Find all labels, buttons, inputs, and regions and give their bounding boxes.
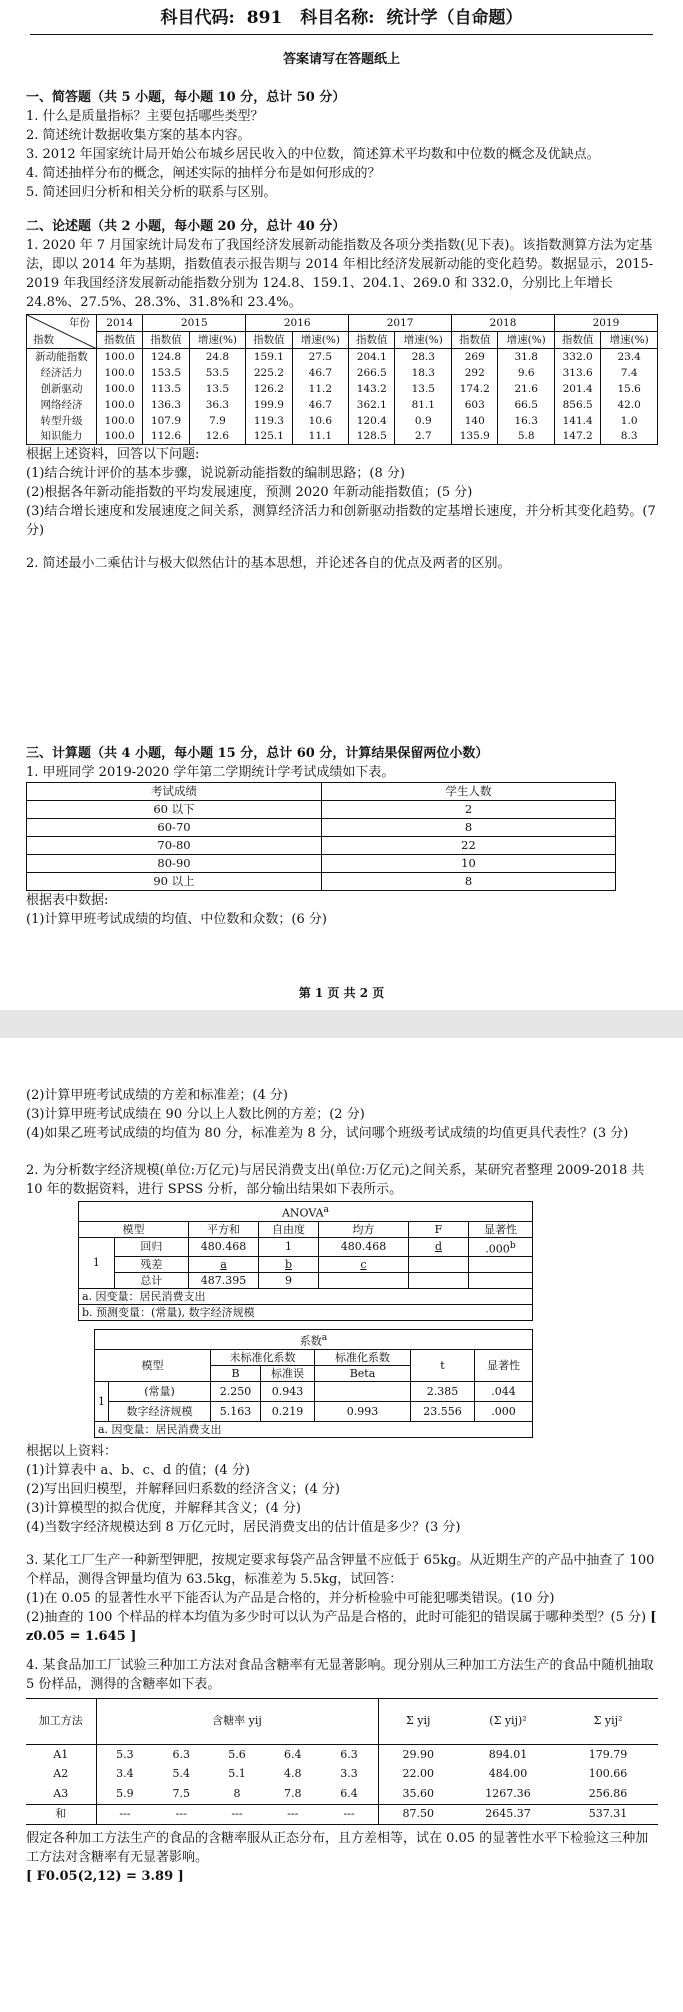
coef-cell: 数字经济规模 <box>109 1401 211 1421</box>
sugar-cell: 6.4 <box>321 1784 378 1804</box>
anova-blank-d: d <box>409 1237 469 1257</box>
sugar-cell: 29.90 <box>402 1747 434 1761</box>
sub-header-index: 指数值 <box>452 332 498 349</box>
sugar-row <box>26 1784 658 1804</box>
student-count: 8 <box>322 819 616 837</box>
sugar-cell: 8 <box>233 1787 241 1801</box>
sugar-row <box>26 1744 658 1764</box>
index-cell: 113.5 <box>143 381 189 397</box>
corner-year-label: 年份 <box>69 317 90 329</box>
question-text: 3. 某化工厂生产一种新型钾肥，按规定要求每袋产品含钾量不应低于 65kg。从近期生产的产品中抽查了 100 个样品，测得含钾量均值为 63.5kg，标准差为 5.5kg，试回答： <box>26 1552 655 1587</box>
year-header: 2017 <box>349 315 452 332</box>
sugar-cell: 894.01 <box>488 1747 528 1761</box>
count-header: 学生人数 <box>322 783 616 801</box>
index-table-body <box>27 349 658 445</box>
sugar-cell: --- <box>119 1807 131 1821</box>
anova-header: 自由度 <box>259 1221 319 1237</box>
index-cell: 174.2 <box>452 381 498 397</box>
followup: (1)计算甲班考试成绩的均值、中位数和众数；(6 分) <box>26 912 327 927</box>
index-row <box>27 365 658 381</box>
sugar-cell: 179.79 <box>588 1747 628 1761</box>
index-cell: 124.8 <box>143 349 189 365</box>
anova-cell: 487.395 <box>189 1273 259 1289</box>
index-cell: 36.3 <box>189 397 246 413</box>
followup: (2)根据各年新动能指数的平均发展速度，预测 2020 年新动能指数值；(5 分) <box>26 485 473 500</box>
coef-cell <box>315 1381 411 1401</box>
section-calculation <box>26 742 658 929</box>
sugar-row <box>26 1804 658 1824</box>
followup: 假定各种加工方法生产的食品的含糖率服从正态分布，且方差相等，试在 0.05 的显著性水平下检验这三种加工方法对含糖率有无显著影响。 <box>26 1830 649 1865</box>
sub-header-growth: 增速(%) <box>292 332 349 349</box>
score-range: 60-70 <box>27 819 322 837</box>
z-critical: [ z0.05 = 1.645 ] <box>26 1609 657 1644</box>
index-row-name: 创新驱动 <box>27 381 97 397</box>
anova-cell: 总计 <box>114 1273 188 1289</box>
sugar-table-body <box>26 1744 658 1824</box>
index-cell: 27.5 <box>292 349 349 365</box>
anova-blank-c: c <box>319 1257 409 1273</box>
index-cell: 204.1 <box>349 349 395 365</box>
index-cell: 126.2 <box>246 381 292 397</box>
anova-table <box>78 1201 533 1321</box>
anova-header: 平方和 <box>189 1221 259 1237</box>
index-row-name: 转型升级 <box>27 413 97 429</box>
index-cell: 10.6 <box>292 413 349 429</box>
sugar-header: 加工方法 <box>26 1698 96 1744</box>
anova-cell: 480.468 <box>319 1237 409 1257</box>
question-text: 1. 2020 年 7 月国家统计局发布了我国经济发展新动能指数及各项分类指数(见下表)。该指数测算方法为定基法，即以 2014 年为基期，指数值表示报告期与 2014 年相比经济发展新动能的变化趋势。数据显示，2015-2019 年我国经济发展新动能指数分别为 124.8、159.1、204.1、269.0 和 332.0，分别比上年增长 24.8%、27.5%、28.3%、31.8%和 23.4%。 <box>26 238 654 310</box>
index-cell: 112.6 <box>143 429 189 445</box>
new-momentum-index-table <box>26 314 658 445</box>
sugar-cell: 5.3 <box>116 1747 134 1761</box>
sugar-cell: 22.00 <box>402 1767 434 1781</box>
anova-cell: 1 <box>259 1237 319 1257</box>
sub-header-growth: 增速(%) <box>189 332 246 349</box>
sub-header-growth: 增速(%) <box>498 332 555 349</box>
index-cell: 141.4 <box>555 413 601 429</box>
score-table <box>26 782 616 891</box>
index-row-name: 经济活力 <box>27 365 97 381</box>
exam-page-2 <box>0 1038 683 2012</box>
page-footer: 第 1 页 共 2 页 <box>298 986 385 1000</box>
sugar-cell: 484.00 <box>488 1767 528 1781</box>
question-item: 5. 简述回归分析和相关分析的联系与区别。 <box>26 185 277 200</box>
index-cell: 9.6 <box>498 365 555 381</box>
question-text: 4. 某食品加工厂试验三种加工方法对食品含糖率有无显著影响。现分别从三种加工方法生产的食品中随机抽取 5 份样品，测得的含糖率如下表。 <box>26 1657 654 1692</box>
index-cell: 28.3 <box>395 349 452 365</box>
anova-cell: 9 <box>259 1273 319 1289</box>
index-cell: 292 <box>452 365 498 381</box>
question-text: 1. 甲班同学 2019-2020 学年第二学期统计学考试成绩如下表。 <box>26 765 395 780</box>
question-item: 1. 什么是质量指标？主要包括哪些类型？ <box>26 109 264 124</box>
followup: (1)在 0.05 的显著性水平下能否认为产品是合格的，并分析检验中可能犯哪类错误。(10 分) <box>26 1590 555 1606</box>
sub-header-index: 指数值 <box>246 332 292 349</box>
coef-cell: .000 <box>475 1401 533 1421</box>
sugar-cell: --- <box>321 1804 378 1824</box>
index-cell: 2.7 <box>395 429 452 445</box>
sugar-cell: --- <box>231 1807 243 1821</box>
score-row <box>27 819 616 837</box>
index-cell: 153.5 <box>143 365 189 381</box>
subject-code: 891 <box>246 8 283 28</box>
anova-header: F <box>409 1221 469 1237</box>
sub-header-index: 指数值 <box>349 332 395 349</box>
coef-cell: (常量) <box>109 1381 211 1401</box>
score-row <box>27 801 616 819</box>
sugar-cell: 2645.37 <box>485 1807 531 1821</box>
anova-title: ANOVA$^a$ <box>79 1202 533 1222</box>
anova-blank-a: a <box>189 1257 259 1273</box>
anova-note: a. 因变量：居民消费支出 <box>79 1289 533 1305</box>
sugar-cell: 6.3 <box>321 1744 378 1764</box>
followup: (1)计算表中 a、b、c、d 的值；(4 分) <box>26 1462 250 1478</box>
index-cell: 31.8 <box>498 349 555 365</box>
index-cell: 143.2 <box>349 381 395 397</box>
index-cell: 81.1 <box>395 397 452 413</box>
index-row-name: 知识能力 <box>27 429 97 445</box>
score-row <box>27 837 616 855</box>
index-cell: 107.9 <box>143 413 189 429</box>
followup: (3)计算模型的拟合优度，并解释其含义；(4 分) <box>26 1500 301 1516</box>
coef-cell: .044 <box>475 1381 533 1401</box>
coef-model-no: 1 <box>95 1381 109 1421</box>
coef-header: 显著性 <box>475 1349 533 1381</box>
index-cell: 140 <box>452 413 498 429</box>
page-gap <box>0 1010 683 1038</box>
sugar-header: 含糖率 yij <box>96 1698 378 1744</box>
student-count: 10 <box>322 855 616 873</box>
score-table-body <box>27 801 616 891</box>
coef-header: 未标准化系数 <box>211 1349 315 1365</box>
index-cell: 100.0 <box>97 397 143 413</box>
sugar-cell: A3 <box>26 1784 96 1804</box>
index-cell: 199.9 <box>246 397 292 413</box>
followup: (1)结合统计评价的基本步骤，说说新动能指数的编制思路；(8 分) <box>26 466 405 481</box>
sugar-header: (Σ yij)² <box>489 1714 527 1728</box>
index-cell: 1.0 <box>601 413 658 429</box>
index-cell: 269 <box>452 349 498 365</box>
index-cell: 46.7 <box>292 365 349 381</box>
student-count: 2 <box>322 801 616 819</box>
sugar-cell: --- <box>287 1807 299 1821</box>
coef-header: B <box>211 1365 261 1381</box>
index-cell: 7.9 <box>189 413 246 429</box>
index-cell: 66.5 <box>498 397 555 413</box>
sugar-cell: 35.60 <box>402 1787 434 1801</box>
coef-cell: 23.556 <box>411 1401 475 1421</box>
index-cell: 46.7 <box>292 397 349 413</box>
index-cell: 18.3 <box>395 365 452 381</box>
sugar-cell: 3.4 <box>116 1767 134 1781</box>
coef-header: Beta <box>315 1365 411 1381</box>
anova-cell: 回归 <box>114 1237 188 1257</box>
index-cell: 332.0 <box>555 349 601 365</box>
followup: (4)当数字经济规模达到 8 万亿元时，居民消费支出的估计值是多少？(3 分) <box>26 1519 461 1535</box>
score-range: 60 以下 <box>27 801 322 819</box>
coef-title: 系数$^a$ <box>95 1330 533 1350</box>
year-header: 2018 <box>452 315 555 332</box>
index-cell: 13.5 <box>395 381 452 397</box>
table-corner <box>27 315 97 349</box>
sugar-cell: 5.9 <box>116 1787 134 1801</box>
question-text: 2. 为分析数字经济规模(单位:万亿元)与居民消费支出(单位:万亿元)之间关系，某研究者整理 2009-2018 共 10 年的数据资料，进行 SPSS 分析，部分输出结果如下表所示。 <box>26 1163 645 1197</box>
sugar-cell: 6.4 <box>283 1747 302 1761</box>
score-row <box>27 855 616 873</box>
sugar-cell: 256.86 <box>588 1787 628 1801</box>
index-cell: 11.2 <box>292 381 349 397</box>
anova-cell <box>469 1257 533 1273</box>
sub-header-growth: 增速(%) <box>395 332 452 349</box>
index-cell: 313.6 <box>555 365 601 381</box>
index-cell: 53.5 <box>189 365 246 381</box>
sugar-header: Σ yij <box>406 1714 431 1728</box>
index-cell: 120.4 <box>349 413 395 429</box>
subject-code-label: 科目代码: <box>160 8 235 28</box>
index-cell: 21.6 <box>498 381 555 397</box>
index-cell: 266.5 <box>349 365 395 381</box>
index-cell: 128.5 <box>349 429 395 445</box>
sugar-cell: 5.4 <box>172 1767 190 1781</box>
sugar-cell: 1267.36 <box>485 1787 531 1801</box>
section-title: 三、计算题（共 4 小题，每小题 15 分，总计 60 分，计算结果保留两位小数） <box>26 746 489 761</box>
index-row <box>27 413 658 429</box>
index-cell: 159.1 <box>246 349 292 365</box>
score-row <box>27 873 616 891</box>
index-cell: 8.3 <box>601 429 658 445</box>
sugar-cell: 6.3 <box>172 1747 190 1761</box>
index-row-name: 网络经济 <box>27 397 97 413</box>
score-range: 70-80 <box>27 837 322 855</box>
followup: 根据表中数据: <box>26 893 109 908</box>
answer-notice: 答案请写在答题纸上 <box>282 52 400 67</box>
index-cell: 135.9 <box>452 429 498 445</box>
sugar-cell: 100.66 <box>588 1767 628 1781</box>
f-critical-line <box>26 1867 658 1886</box>
sugar-cell: --- <box>175 1807 187 1821</box>
anova-header: 模型 <box>79 1221 189 1237</box>
sub-header-growth: 增速(%) <box>601 332 658 349</box>
anova-cell: 480.468 <box>189 1237 259 1257</box>
anova-blank-b: b <box>259 1257 319 1273</box>
anova-cell <box>409 1273 469 1289</box>
question-item: 2. 简述统计数据收集方案的基本内容。 <box>26 128 251 143</box>
coefficients-table <box>94 1329 533 1438</box>
coef-header: 标准化系数 <box>315 1349 411 1365</box>
sugar-cell: 87.50 <box>402 1807 434 1821</box>
sugar-cell: 7.8 <box>283 1787 302 1801</box>
sugar-cell: 537.31 <box>588 1807 628 1821</box>
anova-model-no: 1 <box>79 1237 115 1289</box>
calc-q1-continued <box>26 1086 658 1886</box>
sugar-table <box>26 1698 658 1825</box>
section-short-answer <box>26 86 658 202</box>
section-title: 二、论述题（共 2 小题，每小题 20 分，总计 40 分） <box>26 219 346 234</box>
question-item: 4. 简述抽样分布的概念，阐述实际的抽样分布是如何形成的？ <box>26 166 381 181</box>
sugar-header: Σ yij² <box>593 1714 623 1728</box>
index-cell: 125.1 <box>246 429 292 445</box>
sugar-cell: A2 <box>26 1764 96 1784</box>
f-critical: [ F0.05(2,12) = 3.89 ] <box>26 1868 184 1884</box>
sugar-cell: 3.3 <box>321 1764 378 1784</box>
index-row <box>27 349 658 365</box>
index-cell: 119.3 <box>246 413 292 429</box>
index-cell: 7.4 <box>601 365 658 381</box>
index-cell: 5.8 <box>498 429 555 445</box>
score-header: 考试成绩 <box>27 783 322 801</box>
coef-cell: 0.219 <box>261 1401 315 1421</box>
index-cell: 100.0 <box>97 381 143 397</box>
coef-header: t <box>411 1349 475 1381</box>
followup: (2)计算甲班考试成绩的方差和标准差；(4 分) <box>26 1088 288 1103</box>
index-cell: 856.5 <box>555 397 601 413</box>
section-title: 一、简答题（共 5 小题，每小题 10 分，总计 50 分） <box>26 90 346 105</box>
anova-note: b. 预测变量：(常量), 数字经济规模 <box>79 1305 533 1321</box>
anova-cell <box>409 1257 469 1273</box>
index-cell: 42.0 <box>601 397 658 413</box>
subject-name: 统计学（自命题） <box>386 8 523 28</box>
coef-note: a. 因变量：居民消费支出 <box>95 1421 533 1437</box>
index-cell: 23.4 <box>601 349 658 365</box>
score-range: 90 以上 <box>27 873 322 891</box>
index-row <box>27 397 658 413</box>
index-cell: 24.8 <box>189 349 246 365</box>
coef-header: 模型 <box>95 1349 211 1381</box>
sub-header-index: 指数值 <box>97 332 143 349</box>
followup: (3)计算甲班考试成绩在 90 分以上人数比例的方差；(2 分) <box>26 1107 365 1122</box>
index-row <box>27 381 658 397</box>
index-row <box>27 429 658 445</box>
coef-cell: 5.163 <box>211 1401 261 1421</box>
header-rule <box>30 34 653 35</box>
subject-name-label: 科目名称: <box>300 8 375 28</box>
index-cell: 16.3 <box>498 413 555 429</box>
sugar-cell: 5.6 <box>228 1747 246 1761</box>
year-header: 2016 <box>246 315 349 332</box>
index-cell: 225.2 <box>246 365 292 381</box>
index-cell: 603 <box>452 397 498 413</box>
exam-header <box>0 6 683 30</box>
question-text: 2. 简述最小二乘估计与极大似然估计的基本思想，并论述各自的优点及两者的区别。 <box>26 556 511 571</box>
index-cell: 100.0 <box>97 413 143 429</box>
anova-cell: 残差 <box>114 1257 188 1273</box>
index-cell: 100.0 <box>97 349 143 365</box>
student-count: 22 <box>322 837 616 855</box>
coef-cell: 2.385 <box>411 1381 475 1401</box>
index-cell: 201.4 <box>555 381 601 397</box>
index-row-name: 新动能指数 <box>27 349 97 365</box>
index-cell: 100.0 <box>97 365 143 381</box>
index-cell: 12.6 <box>189 429 246 445</box>
sugar-cell: 7.5 <box>172 1787 190 1801</box>
coef-cell: 0.943 <box>261 1381 315 1401</box>
student-count: 8 <box>322 873 616 891</box>
year-header: 2015 <box>143 315 246 332</box>
question-item: 3. 2012 年国家统计局开始公布城乡居民收入的中位数，简述算术平均数和中位数的概念及优缺点。 <box>26 147 600 162</box>
coef-cell: 2.250 <box>211 1381 261 1401</box>
index-cell: 13.5 <box>189 381 246 397</box>
section-essay <box>26 215 658 573</box>
year-header: 2014 <box>97 315 143 332</box>
sugar-row <box>26 1764 658 1784</box>
year-header: 2019 <box>555 315 658 332</box>
sugar-cell: A1 <box>26 1744 96 1764</box>
followup: (2)抽查的 100 个样品的样本均值为多少时可以认为产品是合格的，此时可能犯的错误属于哪种类型？(5 分) [ z0.05 = 1.645 ] <box>26 1609 657 1644</box>
coef-header: 标准误 <box>261 1365 315 1381</box>
index-cell: 11.1 <box>292 429 349 445</box>
sugar-cell: 5.1 <box>228 1767 246 1781</box>
anova-header: 显著性 <box>469 1221 533 1237</box>
followup: (4)如果乙班考试成绩的均值为 80 分，标准差为 8 分，试问哪个班级考试成绩的均值更具代表性？(3 分) <box>26 1126 629 1141</box>
index-cell: 136.3 <box>143 397 189 413</box>
anova-cell <box>319 1273 409 1289</box>
sub-header-index: 指数值 <box>143 332 189 349</box>
followup: (2)写出回归模型，并解释回归系数的经济含义；(4 分) <box>26 1481 340 1497</box>
anova-sig: .000$^b$ <box>469 1237 533 1257</box>
index-cell: 0.9 <box>395 413 452 429</box>
sugar-cell: 和 <box>26 1804 96 1824</box>
index-cell: 147.2 <box>555 429 601 445</box>
anova-cell <box>469 1273 533 1289</box>
index-cell: 362.1 <box>349 397 395 413</box>
corner-index-label: 指数 <box>33 334 54 346</box>
coef-cell: 0.993 <box>315 1401 411 1421</box>
anova-header: 均方 <box>319 1221 409 1237</box>
index-cell: 15.6 <box>601 381 658 397</box>
index-cell: 100.0 <box>97 429 143 445</box>
followup: (3)结合增长速度和发展速度之间关系，测算经济活力和创新驱动指数的定基增长速度，并分析其变化趋势。(7 分) <box>26 504 656 538</box>
followup: 根据上述资料，回答以下问题: <box>26 447 200 462</box>
sub-header-index: 指数值 <box>555 332 601 349</box>
score-range: 80-90 <box>27 855 322 873</box>
followup: 根据以上资料： <box>26 1443 118 1459</box>
sugar-cell: 4.8 <box>283 1767 302 1781</box>
